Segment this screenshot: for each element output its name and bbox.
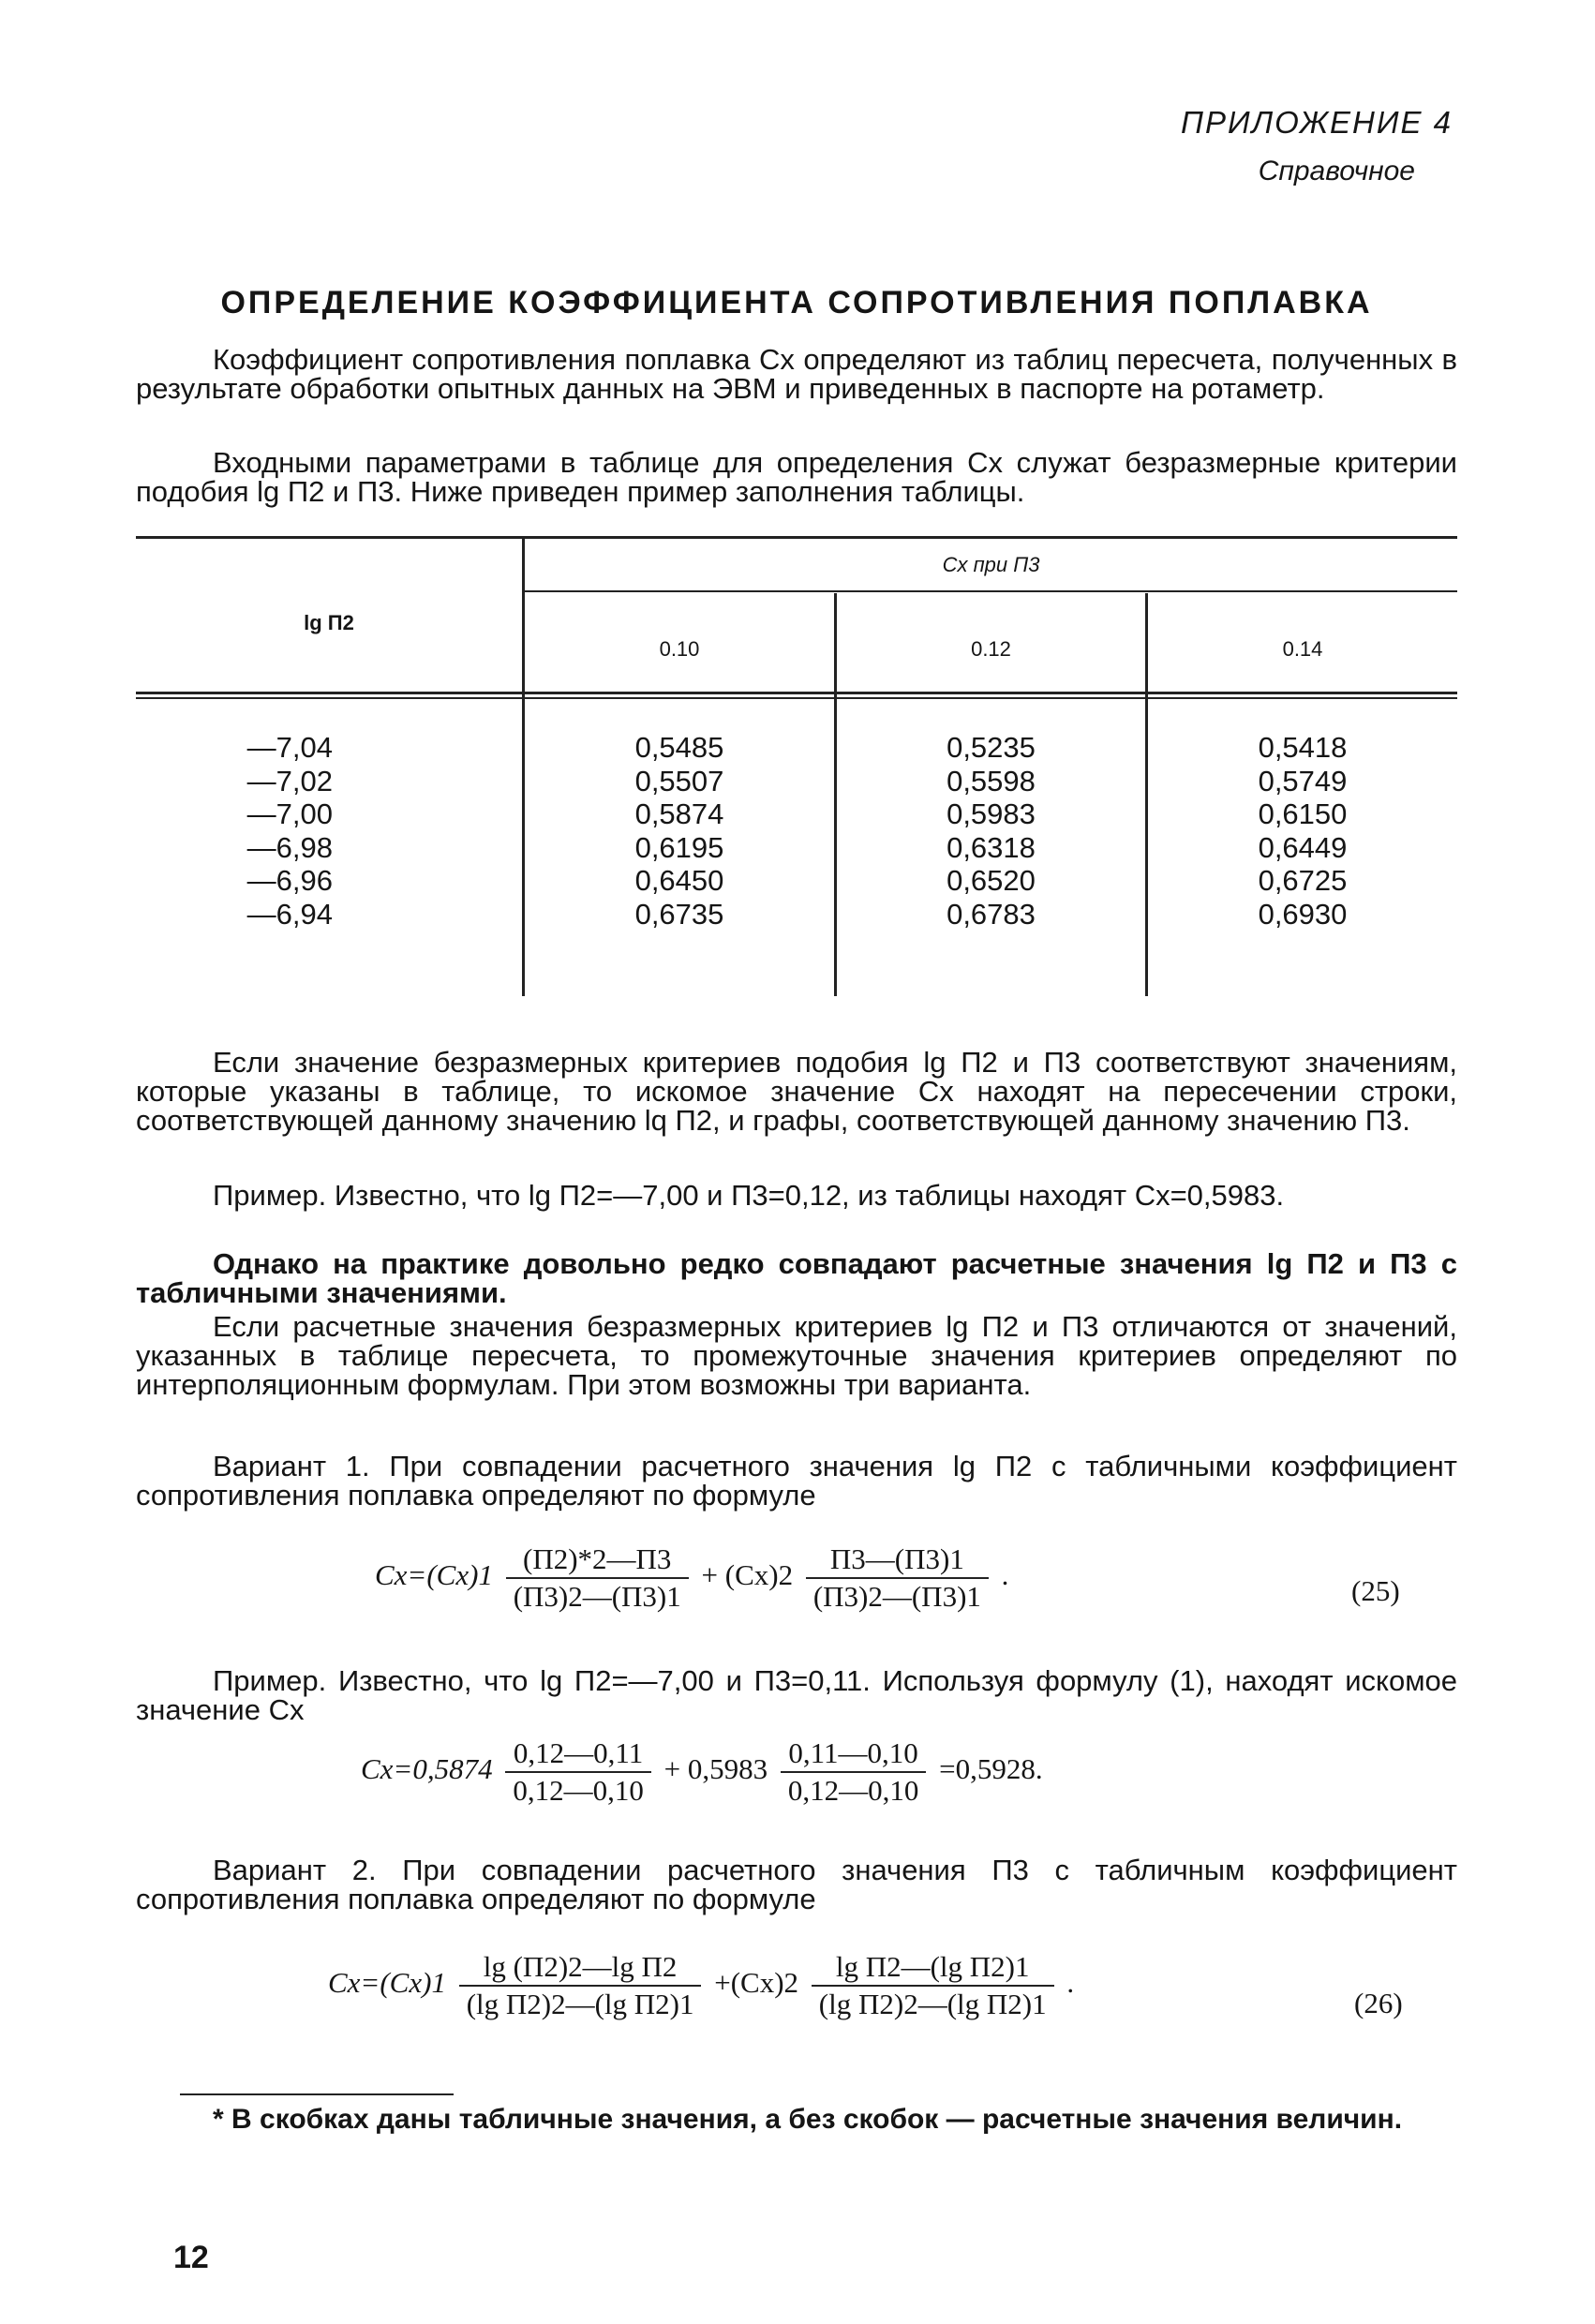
formula-numerator: lg (П2)2—lg П2 bbox=[459, 1949, 702, 1987]
table-cell: 0,6520 bbox=[947, 864, 1036, 897]
formula-numerator: (П2)*2—П3 bbox=[506, 1542, 689, 1579]
formula-25-lhs: Cx=(Cx)1 bbox=[375, 1558, 493, 1592]
formula-25-fraction-1 bbox=[506, 1542, 689, 1615]
calc-fraction-2 bbox=[781, 1736, 927, 1809]
table-cell: 0,6783 bbox=[947, 897, 1036, 931]
formula-numerator: П3—(П3)1 bbox=[806, 1542, 989, 1579]
table-row-label: —7,00 bbox=[246, 797, 333, 830]
section-title: ОПРЕДЕЛЕНИЕ КОЭФФИЦИЕНТА СОПРОТИВЛЕНИЯ ПОПЛАВКА bbox=[220, 285, 1373, 320]
column-header: 0.12 bbox=[971, 637, 1011, 661]
formula-denominator: (П3)2—(П3)1 bbox=[513, 1580, 681, 1613]
row-labels-column bbox=[136, 731, 333, 931]
table-cell: 0,6725 bbox=[1258, 864, 1348, 897]
formula-denominator: (lg П2)2—(lg П2)1 bbox=[818, 1988, 1047, 2020]
table-cell: 0,6735 bbox=[634, 897, 724, 931]
formula-25-tail: . bbox=[1001, 1558, 1009, 1592]
table-cell: 0,5749 bbox=[1258, 764, 1348, 797]
formula-numerator: 0,12—0,11 bbox=[505, 1736, 651, 1773]
table-row-label: —7,02 bbox=[246, 764, 333, 797]
formula-26-fraction-2 bbox=[812, 1949, 1054, 2022]
intro-paragraph-1: Коэффициент сопротивления поплавка Cx определяют из таблиц пересчета, полученных в результате обработки опытных данных на ЭВМ и приведенных в паспорте на ротаметр. bbox=[136, 343, 1457, 405]
formula-numerator: lg П2—(lg П2)1 bbox=[812, 1949, 1054, 1987]
footnote: * В скобках даны табличные значения, а без скобок — расчетные значения величин. bbox=[213, 2104, 1403, 2135]
table-header-rule-1 bbox=[136, 692, 1457, 694]
column-header: 0.14 bbox=[1282, 637, 1323, 661]
formula-numerator: 0,11—0,10 bbox=[781, 1736, 927, 1773]
formula-26-lhs: Cx=(Cx)1 bbox=[328, 1966, 446, 2000]
table-cell: 0,5485 bbox=[634, 731, 724, 764]
formula-26 bbox=[328, 1949, 1074, 2022]
formula-26-middle: +(Cx)2 bbox=[714, 1966, 799, 2000]
table-cell: 0,6318 bbox=[947, 830, 1036, 864]
appendix-heading: ПРИЛОЖЕНИЕ 4 bbox=[1181, 105, 1453, 140]
footnote-divider bbox=[180, 2093, 454, 2095]
example-paragraph-2: Пример. Известно, что lg П2=—7,00 и П3=0,11. Используя формулу (1), находят искомое значение Cx bbox=[136, 1664, 1457, 1726]
values-column-012 bbox=[837, 731, 1145, 931]
example-calculation bbox=[361, 1736, 1043, 1809]
formula-denominator: 0,12—0,10 bbox=[787, 1774, 919, 1807]
calc-lhs: Cx=0,5874 bbox=[361, 1752, 493, 1786]
formula-25 bbox=[375, 1542, 1008, 1615]
formula-25-middle: + (Cx)2 bbox=[701, 1558, 794, 1592]
table-header-rule-2 bbox=[136, 697, 1457, 699]
table-row-label: —7,04 bbox=[246, 731, 333, 764]
table-cell: 0,5507 bbox=[634, 764, 724, 797]
intro-paragraph-2: Входными параметрами в таблице для определения Cx служат безразмерные критерии подобия lg П2 и П3. Ниже приведен пример заполнения таблицы. bbox=[136, 446, 1457, 508]
table-row-label: —6,98 bbox=[246, 830, 333, 864]
equation-number-26: (26) bbox=[1354, 1987, 1403, 2019]
table-cell: 0,5235 bbox=[947, 731, 1036, 764]
formula-denominator: (П3)2—(П3)1 bbox=[812, 1580, 981, 1613]
table-cell: 0,6150 bbox=[1258, 797, 1348, 830]
table-cell: 0,5598 bbox=[947, 764, 1036, 797]
formula-denominator: (lg П2)2—(lg П2)1 bbox=[466, 1988, 694, 2020]
table-cell: 0,6450 bbox=[634, 864, 724, 897]
table-row-label: —6,94 bbox=[246, 897, 333, 931]
column-header: 0.10 bbox=[659, 637, 700, 661]
calc-middle: + 0,5983 bbox=[663, 1752, 768, 1786]
page-number: 12 bbox=[173, 2240, 209, 2275]
body-paragraph-6: Если расчетные значения безразмерных критериев lg П2 и П3 отличаются от значений, указанных в таблице пересчета, то промежуточные значения критериев определяют по интерполяционным формулам. При этом возможны три варианта. bbox=[136, 1310, 1457, 1401]
variant-1-paragraph: Вариант 1. При совпадении расчетного значения lg П2 с табличными коэффициент сопротивления поплавка определяют по формуле bbox=[136, 1450, 1457, 1512]
reference-label: Справочное bbox=[1258, 156, 1415, 186]
formula-26-fraction-1 bbox=[459, 1949, 702, 2022]
table-row-label: —6,96 bbox=[246, 864, 333, 897]
calc-result: =0,5928. bbox=[939, 1752, 1043, 1786]
values-column-014 bbox=[1148, 731, 1457, 931]
values-column-010 bbox=[525, 731, 834, 931]
table-cell: 0,5418 bbox=[1258, 731, 1348, 764]
table-cell: 0,5983 bbox=[947, 797, 1036, 830]
calc-fraction-1 bbox=[505, 1736, 651, 1809]
example-paragraph-1: Пример. Известно, что lg П2=—7,00 и П3=0,12, из таблицы находят Cx=0,5983. bbox=[213, 1179, 1285, 1212]
row-header-lg-p2: lg П2 bbox=[304, 611, 354, 634]
formula-25-fraction-2 bbox=[806, 1542, 989, 1615]
table-top-rule bbox=[136, 536, 1457, 539]
table-group-rule bbox=[525, 590, 1457, 592]
body-paragraph-3: Если значение безразмерных критериев подобия lg П2 и П3 соответствуют значениям, которые указаны в таблице, то искомое значение Cx находят на пересечении строки, соответствующей данному значению lq П2, и графы, соответствующей данному значению П3. bbox=[136, 1046, 1457, 1137]
table-cell: 0,5874 bbox=[634, 797, 724, 830]
body-paragraph-5: Однако на практике довольно редко совпадают расчетные значения lg П2 и П3 с табличными значениями. bbox=[136, 1247, 1457, 1309]
formula-26-tail: . bbox=[1066, 1966, 1075, 2000]
group-header-cx: Cx при П3 bbox=[942, 553, 1040, 576]
variant-2-paragraph: Вариант 2. При совпадении расчетного значения П3 с табличным коэффициент сопротивления поплавка определяют по формуле bbox=[136, 1854, 1457, 1915]
formula-denominator: 0,12—0,10 bbox=[513, 1774, 644, 1807]
table-cell: 0,6195 bbox=[634, 830, 724, 864]
table-cell: 0,6930 bbox=[1258, 897, 1348, 931]
equation-number-25: (25) bbox=[1351, 1574, 1400, 1607]
table-cell: 0,6449 bbox=[1258, 830, 1348, 864]
